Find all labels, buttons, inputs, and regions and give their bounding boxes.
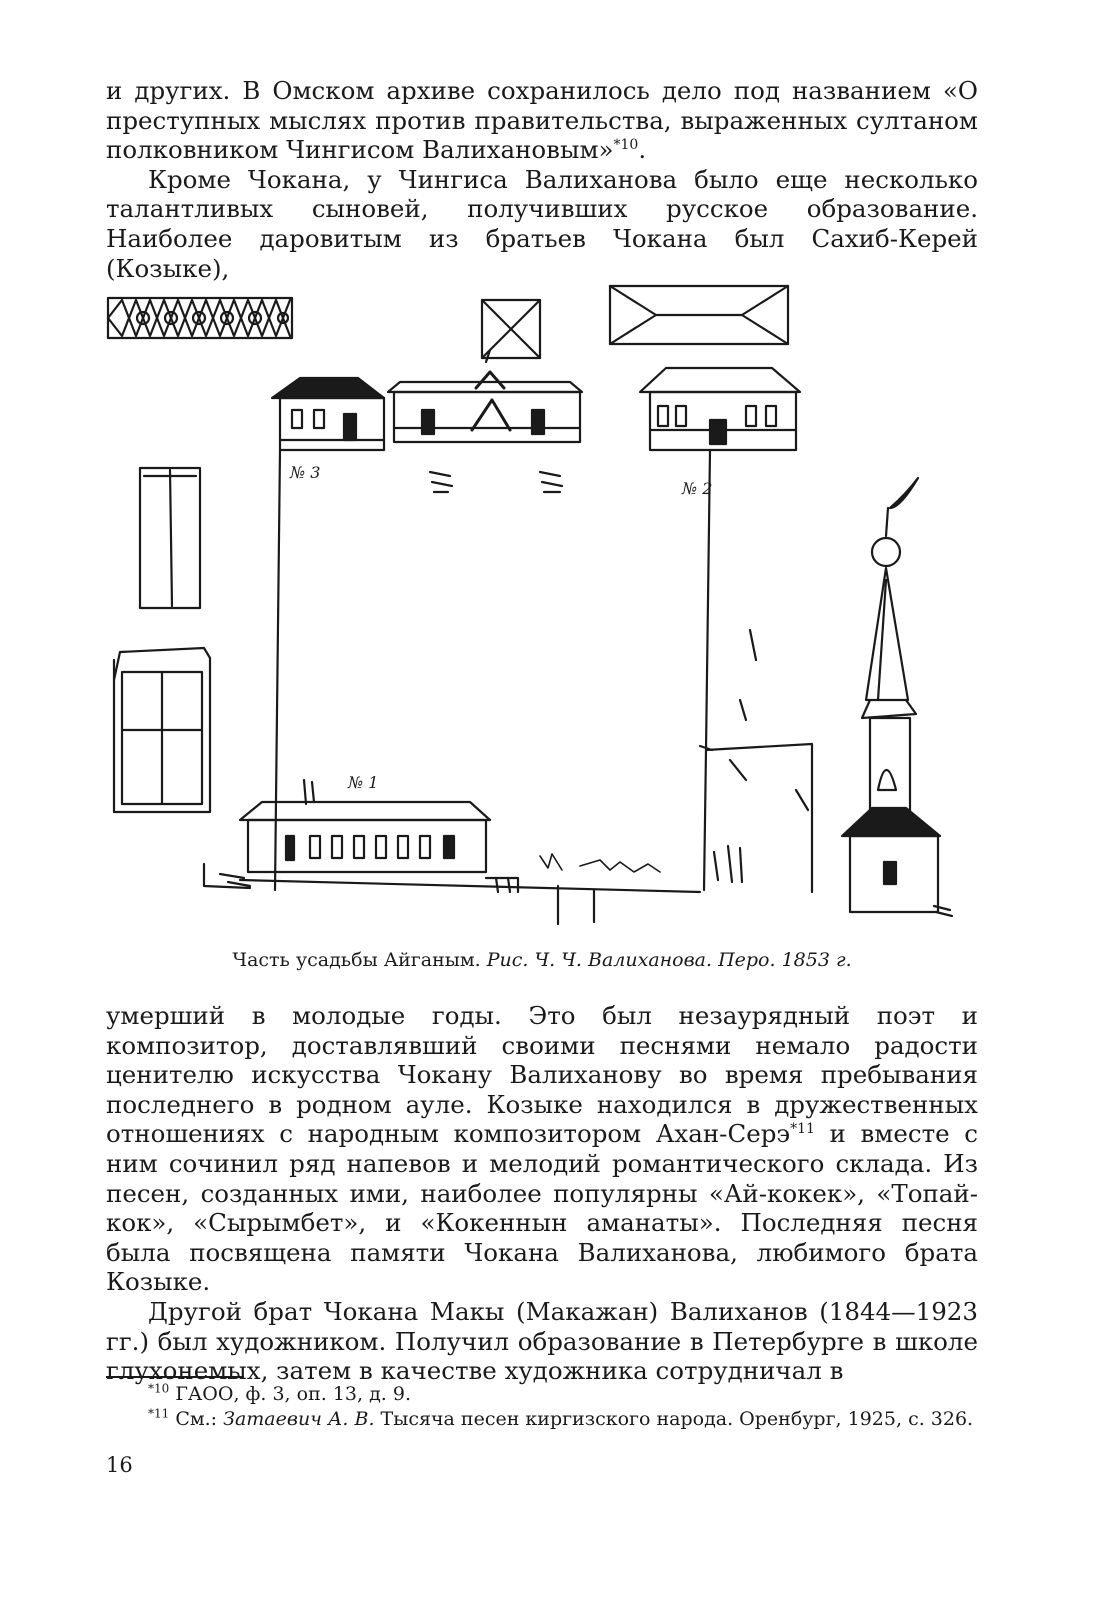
hatch-marks-sketch	[430, 472, 808, 810]
roof-plan-square	[482, 300, 540, 362]
footnote-11-post: Тысяча песен киргизского народа. Оренбург, 1925, с. 326.	[374, 1407, 974, 1430]
pen-sketch	[100, 280, 980, 935]
paragraph-3-text-a: умерший в молодые годы. Это был незаурядный поэт и композитор, доставлявший своими песнями немало радости ценителю искусства Чокану Валиханову во время пребывания последнего в родном ауле. Козыке находился в дружественных отношениях с народным композитором Ахан-Серэ	[106, 1001, 978, 1149]
text-block-top	[106, 76, 978, 283]
window-panel-sketch	[114, 648, 210, 812]
estate-drawing	[100, 280, 980, 935]
footnote-divider	[106, 1376, 244, 1378]
footnote-ref-10[interactable]: *10	[613, 137, 639, 154]
house-1-label: № 1	[348, 773, 379, 792]
roof-plan-long	[610, 286, 788, 344]
footnote-10-mark: *10	[148, 1381, 170, 1396]
caption-author: Рис. Ч. Ч. Валиханова. Перо. 1853 г.	[486, 949, 852, 971]
footnote-10	[106, 1382, 978, 1407]
gate-sketch	[706, 744, 812, 892]
paragraph-4: Другой брат Чокана Макы (Макажан) Валиханов (1844—1923 гг.) был художником. Получил образование в Петербурге в школе глухонемых, затем в качестве художника сотрудничал в	[106, 1296, 978, 1386]
house-3-label: № 3	[290, 463, 321, 482]
footnotes	[106, 1382, 978, 1431]
minaret-sketch	[842, 478, 952, 916]
house-2-label: № 2	[682, 479, 713, 498]
door-panel-sketch	[140, 468, 200, 608]
footnote-11	[106, 1407, 978, 1432]
paragraph-1	[106, 76, 978, 165]
house-2-sketch	[640, 368, 800, 450]
paragraph-2: Кроме Чокана, у Чингиса Валиханова было еще несколько талантливых сыновей, получивших русское образование. Наиболее даровитым из братьев Чокана был Сахиб-Керей (Козыке),	[106, 164, 978, 283]
footnote-ref-11[interactable]: *11	[790, 1121, 815, 1138]
page-number: 16	[106, 1453, 133, 1477]
figure-caption	[106, 948, 978, 972]
courtyard-outline-sketch	[275, 450, 713, 890]
house-1-sketch	[204, 780, 700, 892]
caption-title: Часть усадьбы Айганым.	[232, 949, 481, 971]
paragraph-3	[106, 1001, 978, 1297]
footnote-11-mark: *11	[148, 1406, 170, 1421]
paragraph-1-end: .	[638, 135, 647, 165]
ornament-sketch	[108, 298, 292, 338]
middle-building-sketch	[388, 372, 582, 442]
text-block-bottom	[106, 1001, 978, 1386]
paragraph-3-text-b: и вместе с ним сочинил ряд напевов и мелодий романтического склада. Из песен, созданных ими, наиболее популярны «Ай-кокек», «Топай-кок», «Сырымбет», и «Кокеннын аманаты». Последняя песня была посвящена памяти Чокана Валиханова, любимого брата Козыке.	[106, 1119, 978, 1297]
footnote-11-author: Затаевич А. В.	[223, 1407, 375, 1430]
paragraph-1-text: и других. В Омском архиве сохранилось дело под названием «О преступных мыслях против правительства, выраженных султаном полковником Чингисом Валихановым»	[106, 76, 978, 165]
house-3-sketch	[272, 378, 384, 450]
footnote-10-text: ГАОО, ф. 3, оп. 13, д. 9.	[169, 1383, 411, 1405]
footnote-11-pre: См.:	[169, 1407, 224, 1430]
